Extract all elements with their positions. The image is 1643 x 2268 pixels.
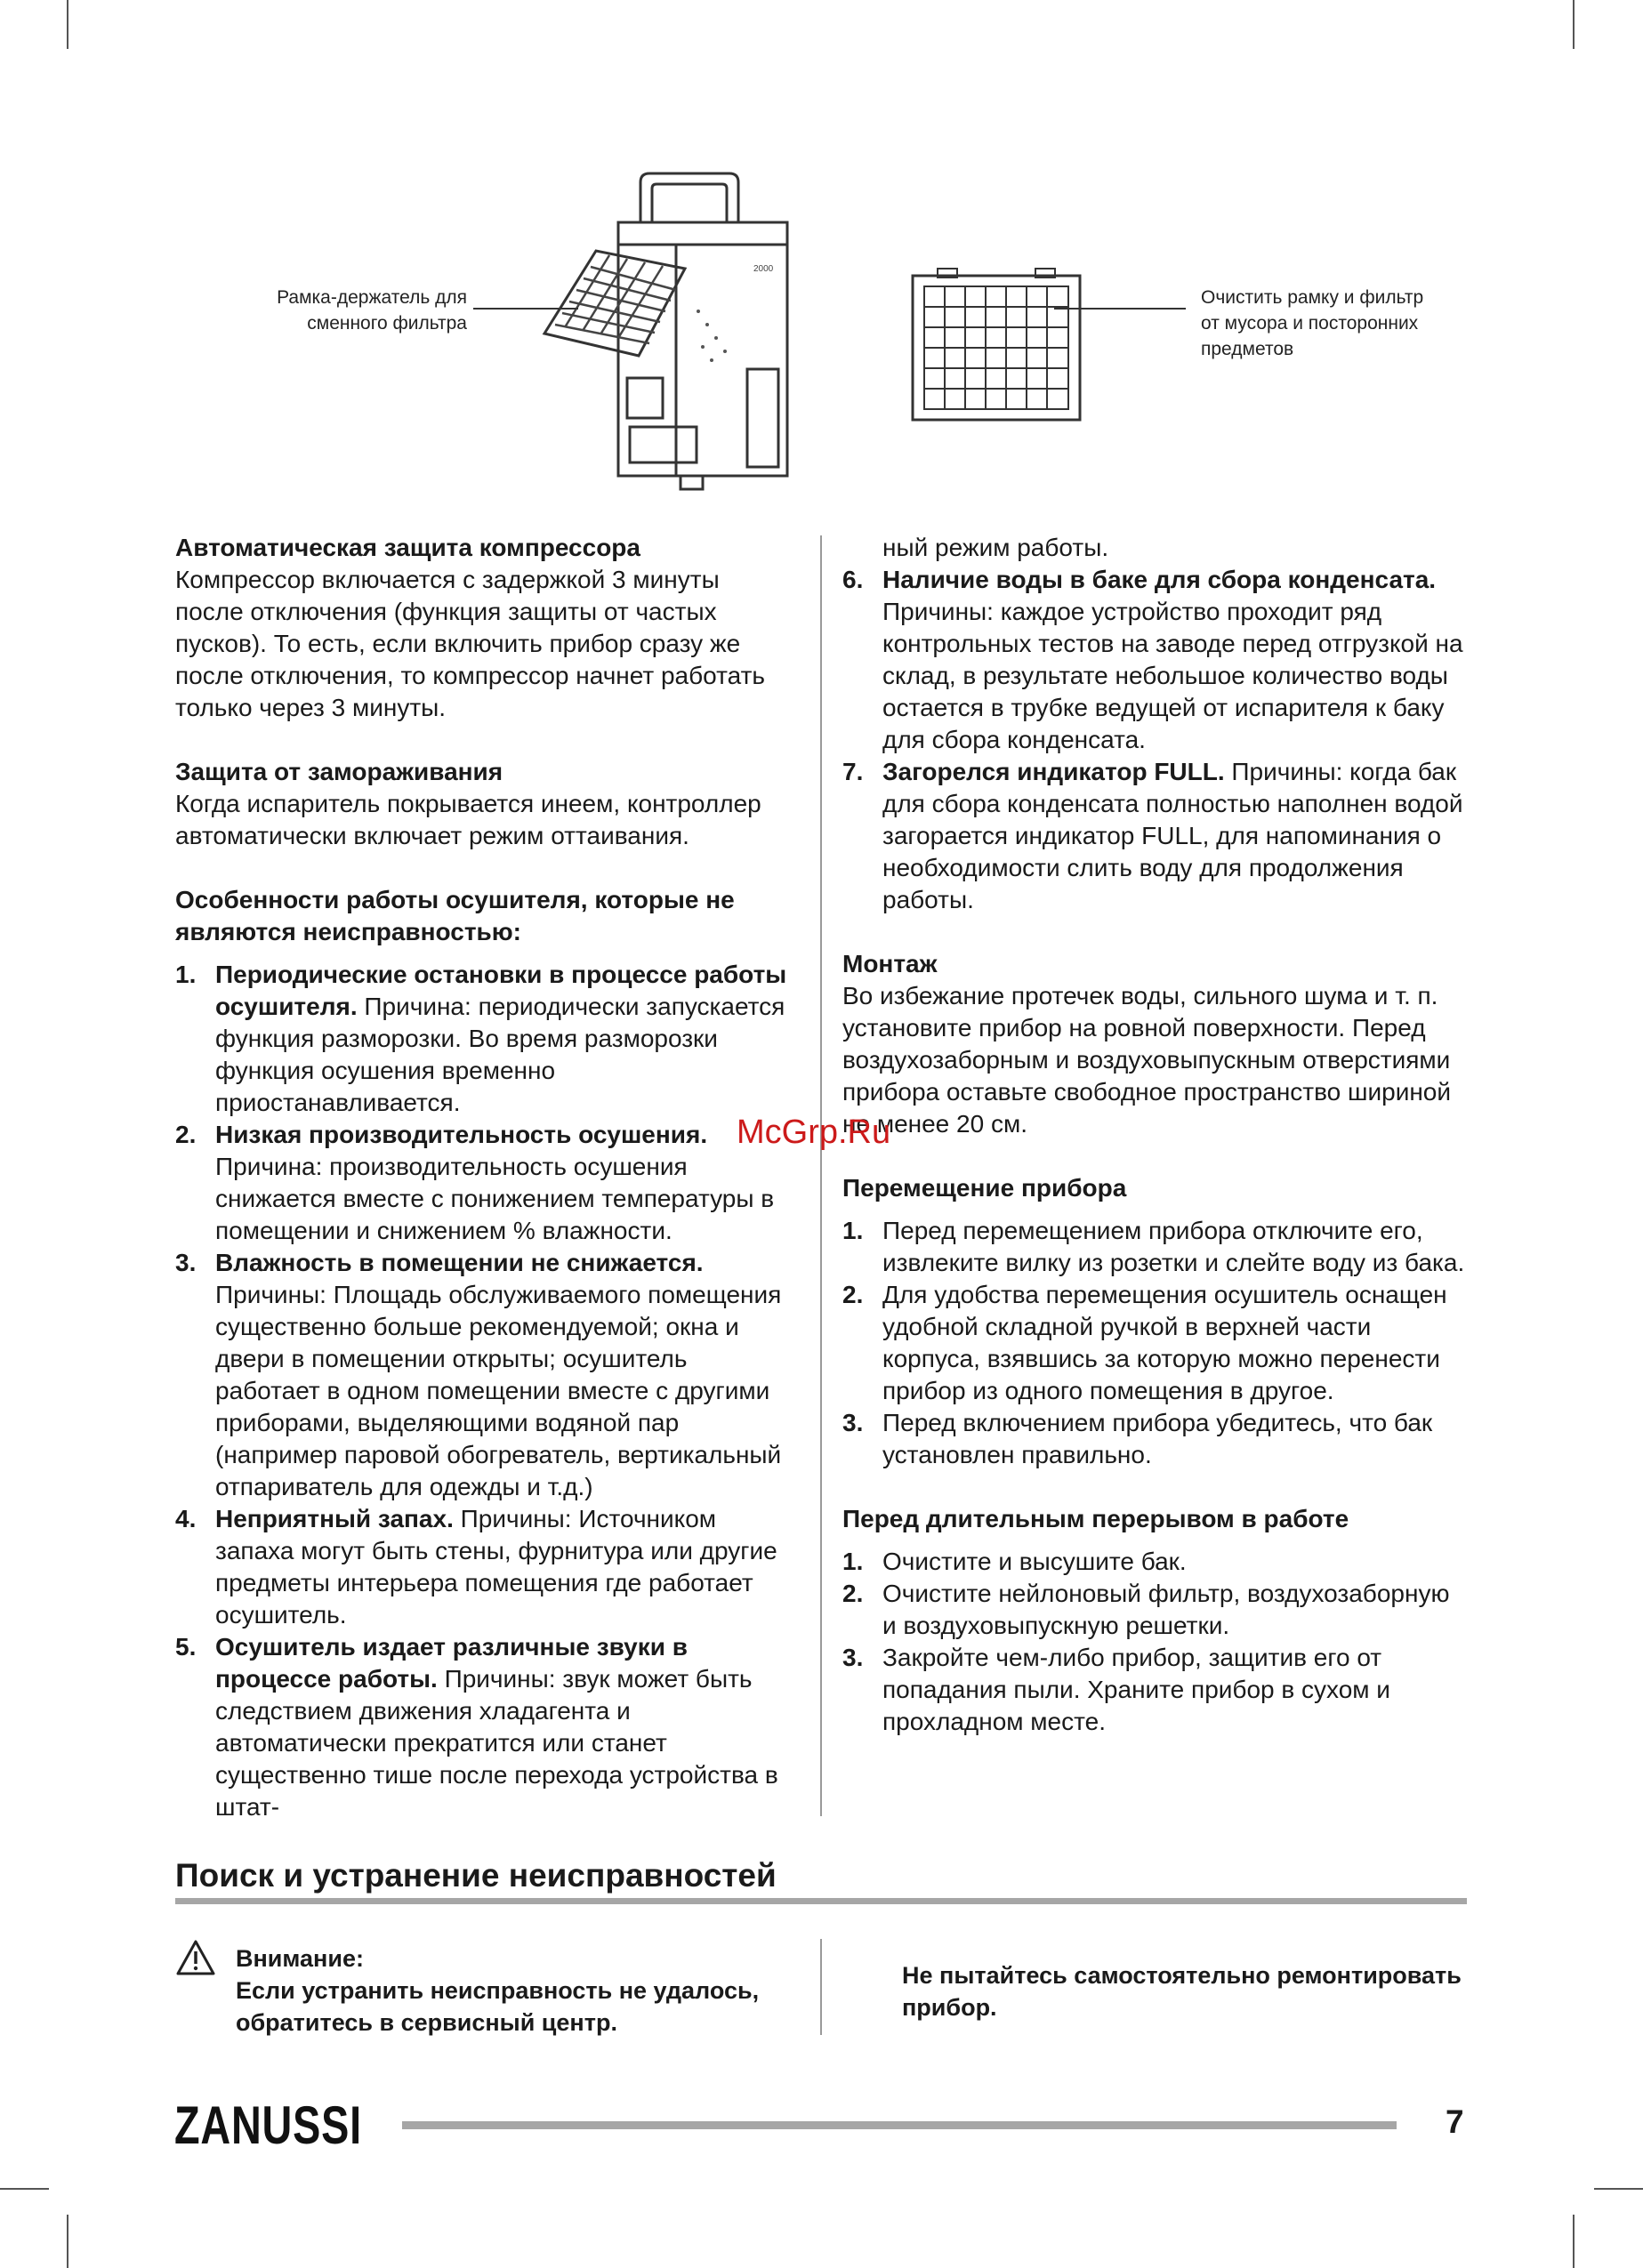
clean-filter-callout: Очистить рамку и фильтр от мусора и посторонних предметов bbox=[1201, 287, 1424, 359]
crop-mark bbox=[67, 0, 68, 49]
dehumidifier-illustration bbox=[534, 169, 809, 507]
crop-mark bbox=[67, 2215, 68, 2268]
list-item: 5. Осушитель издает различные звуки в процессе работы. Причины: звук может быть следствием движения хладагента и автоматически прекратится или станет существенно тише после перехода устройства в штат- bbox=[175, 1633, 778, 1821]
not-faults-title: Особенности работы осушителя, которые не являются неисправностью: bbox=[175, 886, 735, 945]
no-repair-text: Не пытайтесь самостоятельно ремонтировать прибор. bbox=[902, 1962, 1462, 2021]
list-item: 2. Для удобства перемещения осушитель оснащен удобной складной ручкой в верхней части корпуса, взявшись за которую можно перенести прибор из одного помещения в другое. bbox=[842, 1281, 1447, 1404]
not-faults-list bbox=[175, 959, 793, 1823]
footer-rule bbox=[402, 2121, 1397, 2129]
list-item: 6. Наличие воды в баке для сбора конденсата. Причины: каждое устройство проходит ряд контрольных тестов на заводе перед отгрузкой на склад, в результате небольшое количество воды остается в трубке ведущей от испарителя к баку для сбора конденсата. bbox=[842, 566, 1463, 753]
list-item: 7. Загорелся индикатор FULL. Причины: когда бак для сбора конденсата полностью наполнен водой загорается индикатор FULL, для напоминания о необходимости слить воду для продолжения работы. bbox=[842, 758, 1463, 913]
crop-mark bbox=[1594, 2188, 1643, 2190]
montage-title: Монтаж bbox=[842, 950, 938, 977]
break-list bbox=[842, 1546, 1465, 1738]
list-item: 3. Влажность в помещении не снижается. Причины: Площадь обслуживаемого помещения существенно больше рекомендуемой; окна и двери в помещении открыты; осушитель работает в одном помещении вместе с другими приборами, выделяющими водяной пар (например паровой обогреватель, вертикальный отпариватель для одежды и т.д.) bbox=[175, 1249, 782, 1500]
watermark: McGrp.Ru bbox=[737, 1114, 891, 1151]
move-title: Перемещение прибора bbox=[842, 1174, 1127, 1202]
warning-label: Внимание: bbox=[236, 1945, 364, 1972]
break-title: Перед длительным перерывом в работе bbox=[842, 1505, 1349, 1532]
list-item: 2. Очистите нейлоновый фильтр, воздухозаборную и воздуховыпускную решетки. bbox=[842, 1580, 1450, 1639]
freeze-protection-text: Когда испаритель покрывается инеем, контроллер автоматически включает режим оттаивания. bbox=[175, 790, 761, 849]
list-item: 3. Перед включением прибора убедитесь, что бак установлен правильно. bbox=[842, 1409, 1433, 1468]
crop-mark bbox=[1573, 2215, 1575, 2268]
filter-holder-callout: Рамка-держатель для сменного фильтра bbox=[277, 287, 467, 334]
move-list bbox=[842, 1215, 1465, 1471]
list-item: 1. Очистите и высушите бак. bbox=[842, 1548, 1187, 1575]
filter-grid-illustration bbox=[911, 267, 1082, 422]
section-title: Поиск и устранение неисправностей bbox=[175, 1857, 777, 1894]
freeze-protection-title: Защита от замораживания bbox=[175, 758, 503, 785]
list-item: 3. Закройте чем-либо прибор, защитив его от попадания пыли. Храните прибор в сухом и прохладном месте. bbox=[842, 1644, 1390, 1735]
montage-text: Во избежание протечек воды, сильного шума и т. п. установите прибор на ровной поверхности. Перед воздухозаборным и воздуховыпускным отверстиями прибора оставьте свободное пространство шириной не менее 20 см. bbox=[842, 982, 1452, 1138]
left-column bbox=[175, 532, 793, 1823]
list-item: 2. Низкая производительность осушения. Причина: производительность осушения снижается вместе с понижением температуры в помещении и снижением % влажности. bbox=[175, 1121, 775, 1244]
column-divider bbox=[820, 1939, 822, 2035]
list-item: 1. Перед перемещением прибора отключите его, извлеките вилку из розетки и слейте воду из бака. bbox=[842, 1217, 1465, 1276]
list-item: 1. Периодические остановки в процессе работы осушителя. Причина: периодически запускается функция разморозки. Во время разморозки функция осушения временно приостанавливается. bbox=[175, 961, 787, 1116]
list-item: 4. Неприятный запах. Причины: Источником запаха могут быть стены, фурнитура или другие предметы интерьера помещения где работает осушитель. bbox=[175, 1505, 777, 1629]
leader-line bbox=[473, 308, 578, 310]
compressor-protection-text: Компрессор включается с задержкой 3 минуты после отключения (функция защиты от частых пусков). То есть, если включить прибор сразу же после отключения, то компрессор начнет работать только через 3 минуты. bbox=[175, 566, 766, 721]
svg-text:2000: 2000 bbox=[753, 264, 774, 274]
warning-block bbox=[236, 1942, 805, 2039]
not-faults-list-continued bbox=[842, 564, 1465, 916]
crop-mark bbox=[0, 2188, 49, 2190]
brand-logo: ZANUSSI bbox=[174, 2095, 362, 2155]
page-number: 7 bbox=[1446, 2103, 1464, 2140]
continuation-text: ный режим работы. bbox=[882, 534, 1109, 561]
crop-mark bbox=[1573, 0, 1575, 49]
compressor-protection-title: Автоматическая защита компрессора bbox=[175, 534, 640, 561]
leader-line bbox=[1054, 308, 1186, 310]
right-column bbox=[842, 532, 1465, 1738]
warning-text: Если устранить неисправность не удалось, обратитесь в сервисный центр. bbox=[236, 1977, 760, 2036]
column-divider bbox=[820, 535, 822, 1816]
warning-icon bbox=[175, 1939, 216, 1976]
section-rule bbox=[175, 1898, 1467, 1904]
